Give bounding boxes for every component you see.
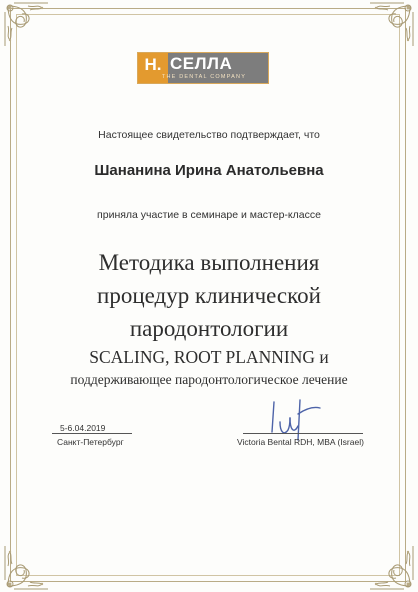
recipient-name: Шананина Ирина Анатольевна bbox=[94, 162, 324, 179]
logo-letter: Н. bbox=[138, 53, 168, 83]
floral-corner-icon bbox=[364, 540, 416, 592]
floral-corner-icon bbox=[364, 0, 416, 52]
course-title-line-4: SCALING, ROOT PLANNING и bbox=[89, 347, 329, 367]
participation-text: приняла участие в семинаре и мастер-классе bbox=[97, 209, 321, 221]
signer-name: Victoria Bental RDH, MBA (Israel) bbox=[237, 437, 364, 447]
floral-corner-icon bbox=[2, 540, 54, 592]
course-title-line-5: поддерживающее пародонтологическое лечение bbox=[70, 372, 348, 387]
logo-main-block bbox=[161, 53, 268, 83]
event-date: 5-6.04.2019 bbox=[60, 423, 106, 433]
logo-name: СЕЛЛА bbox=[170, 54, 233, 73]
certificate-intro: Настоящее свидетельство подтверждает, что bbox=[98, 129, 320, 141]
course-title-line-3: пародонтологии bbox=[129, 316, 289, 341]
signature-underline bbox=[243, 433, 363, 434]
date-underline bbox=[52, 433, 132, 434]
course-title-line-1: Методика выполнения bbox=[98, 250, 320, 275]
logo-tagline: THE DENTAL COMPANY bbox=[161, 74, 247, 80]
company-logo bbox=[138, 53, 268, 83]
floral-corner-icon bbox=[2, 0, 54, 52]
event-city: Санкт-Петербург bbox=[57, 437, 124, 447]
course-title-line-2: процедур клинической bbox=[97, 283, 321, 308]
